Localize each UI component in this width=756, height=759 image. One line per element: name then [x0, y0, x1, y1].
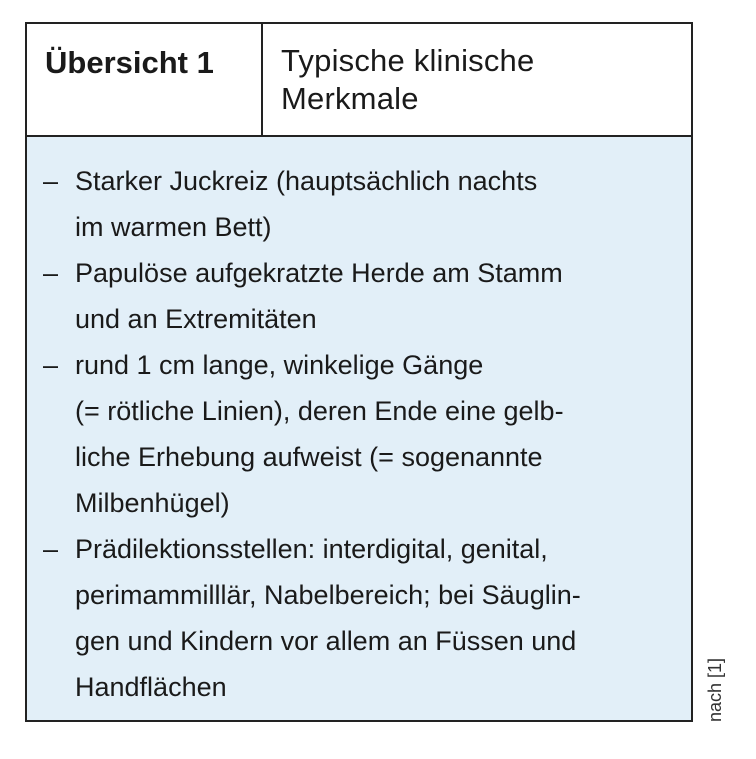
item-line: (= rötliche Linien), deren Ende eine gelb- [75, 396, 564, 426]
item-line: liche Erhebung aufweist (= sogenannte [75, 442, 543, 472]
item-line: Papulöse aufgekratzte Herde am Stamm [75, 258, 563, 288]
title-line: Merkmale [281, 81, 419, 116]
item-line: Handflächen [75, 672, 227, 702]
list-item [43, 250, 681, 342]
overview-title [263, 24, 691, 135]
bullet-dash: – [43, 350, 59, 380]
item-line: Prädilektionsstellen: interdigital, genital, [75, 534, 548, 564]
item-line: gen und Kindern vor allem an Füssen und [75, 626, 577, 656]
source-note: nach [1] [705, 657, 725, 722]
bullet-dash: – [43, 166, 59, 196]
item-line: Milbenhügel) [75, 488, 230, 518]
bullet-dash: – [43, 534, 59, 564]
overview-label: Übersicht 1 [27, 24, 263, 135]
item-line: perimammilllär, Nabelbereich; bei Säuglin- [75, 580, 581, 610]
bullet-dash: – [43, 258, 59, 288]
list-item [43, 158, 681, 250]
list-item [43, 526, 681, 710]
feature-list [43, 158, 681, 710]
list-item [43, 342, 681, 526]
item-line: und an Extremitäten [75, 304, 317, 334]
box-content [27, 137, 691, 720]
item-line: Starker Juckreiz (hauptsächlich nachts [75, 166, 538, 196]
info-box [25, 22, 693, 722]
item-line: im warmen Bett) [75, 212, 272, 242]
item-line: rund 1 cm lange, winkelige Gänge [75, 350, 484, 380]
box-header [27, 24, 691, 137]
title-line: Typische klinische [281, 43, 535, 78]
